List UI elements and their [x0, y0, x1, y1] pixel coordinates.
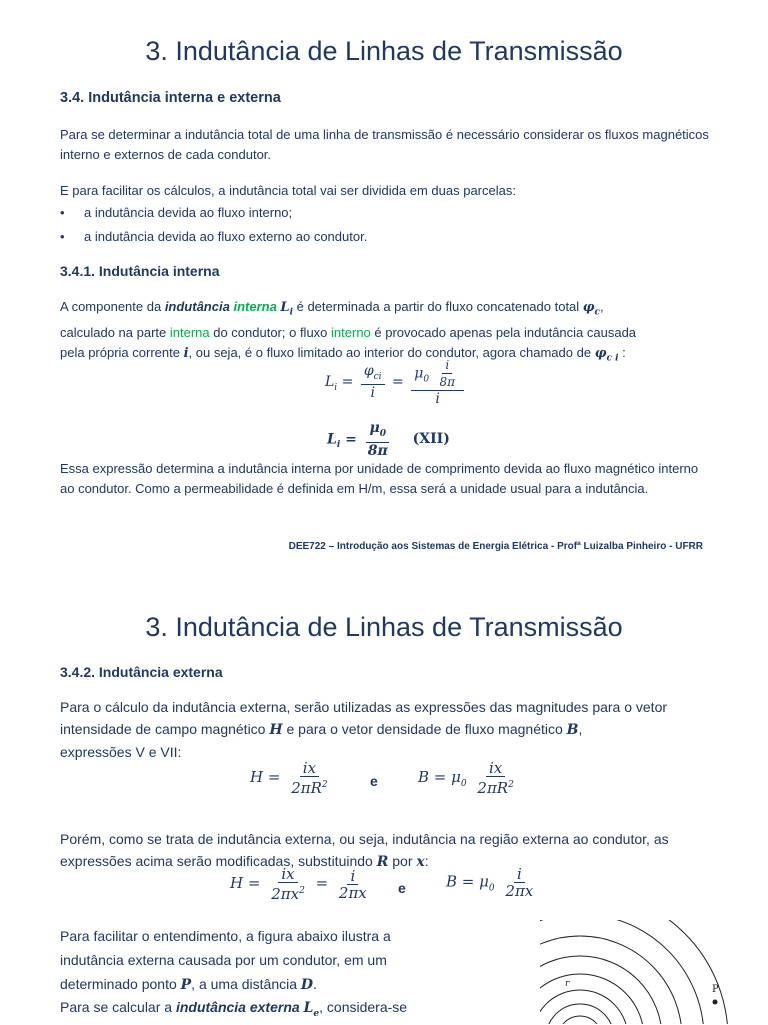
paragraph: Para se determinar a indutância total de uma linha de transmissão é necessário considerar os fluxos magnéticos interno e externos de cada condutor. [60, 127, 709, 162]
slide-title: 3. Indutância de Linhas de Transmissão [145, 36, 623, 66]
paragraph: Para o cálculo da indutância externa, serão utilizadas as expressões das magnitudes para o vetor intensidade de campo magnético H e para o vetor densidade de fluxo magnético B, expressões V e VII: [60, 699, 668, 760]
equation-inductance-internal: $L_i$ = $\frac{\varphi_{ci}}{i}$ = $\mu_0$ $\frac{i}{8\pi}$ i [325, 357, 467, 407]
conjunction: e [398, 880, 406, 896]
fig-label-p: P [712, 984, 719, 995]
point-p-dot [713, 1000, 718, 1005]
conjunction: e [370, 773, 378, 789]
paragraph: Porém, como se trata de indutância externa, ou seja, indutância na região externa ao condutor, as expressões acima serão modificadas, substituindo R por x: [60, 831, 669, 870]
equation-b: $B = \mu_0$ $\frac{ix}{2\pi R^2}$ [418, 759, 514, 797]
paragraph: Para se calcular a indutância externa $L_e$, considera-se [60, 999, 408, 1019]
equation-b-external: $B = \mu_0$ $\frac{i}{2\pi x}$ [446, 865, 534, 900]
field-lines-figure [540, 920, 768, 1024]
footer: DEE722 – Introdução aos Sistemas de Energia Elétrica - Profª Luizalba Pinheiro - UFRR [288, 541, 703, 552]
subsection-heading: 3.4.1. Indutância interna [60, 263, 220, 279]
equation-xii: $L_i$ = $\frac{\mu_0}{8\pi}$ (XII) [327, 420, 450, 459]
equation-h: H = $\frac{ix}{2\pi R^2}$ [250, 759, 328, 797]
equation-h-external: H = $\frac{ix}{2\pi x^2}$ = $\frac{i}{2\pi x}$ [230, 865, 367, 903]
paragraph: Essa expressão determina a indutância interna por unidade de comprimento devida ao fluxo magnético interno ao condutor. Como a permeabilidade é definida em H/m, essa será a unidade usual para a indutância. [60, 461, 699, 496]
section-heading: 3.4. Indutância interna e externa [60, 90, 281, 106]
list-item: • a indutância devida ao fluxo interno; [60, 205, 293, 220]
paragraph: Para facilitar o entendimento, a figura abaixo ilustra a indutância externa causada por um condutor, em um determinado ponto P, a uma distância D. [60, 928, 391, 993]
slide-2 [0, 590, 768, 1024]
list-item: • a indutância devida ao fluxo externo ao condutor. [60, 229, 368, 244]
paragraph: E para facilitar os cálculos, a indutância total vai ser dividida em duas parcelas: [60, 183, 516, 198]
paragraph: A componente da indutância interna $L_i$ é determinada a partir do fluxo concatenado total $\varphi_c$, calculado na parte interna do condutor; o fluxo interno é provocado apenas pela indutância causada pela própria corrente i, ou seja, é o fluxo limitado ao interior do condutor, agora chamado de $\varphi_{c i}$ : [60, 299, 637, 364]
subsection-heading: 3.4.2. Indutância externa [60, 664, 223, 680]
fig-label-r: r [565, 979, 570, 989]
bullet-icon: • [60, 205, 65, 220]
slide-title: 3. Indutância de Linhas de Transmissão [145, 612, 623, 642]
bullet-icon: • [60, 229, 65, 244]
